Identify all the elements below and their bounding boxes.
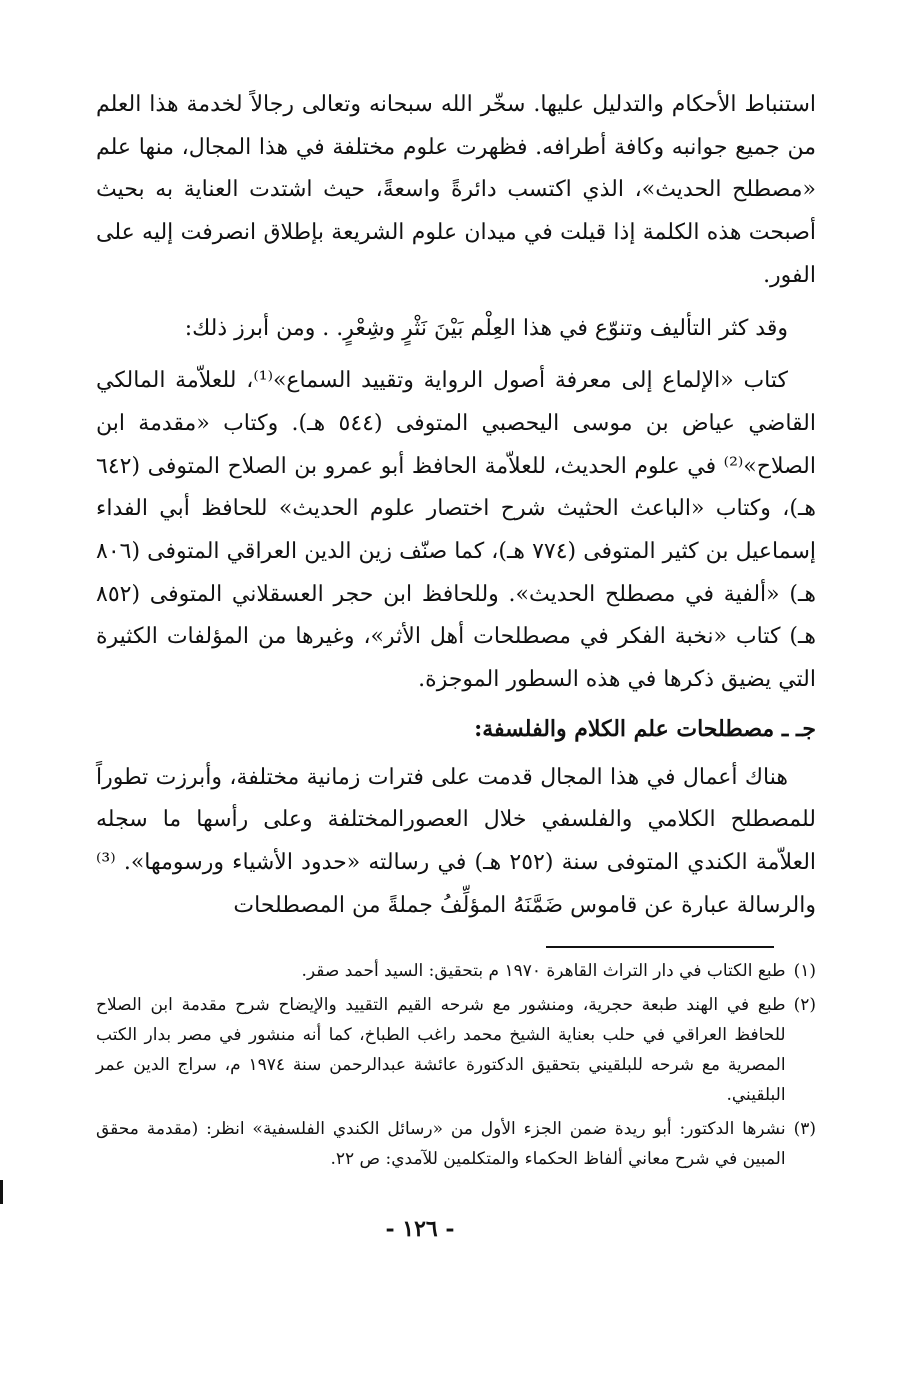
paragraph-3: كتاب «الإلماع إلى معرفة أصول الرواية وتقييد السماع»⁽¹⁾، للعلاّمة المالكي القاضي عياض بن موسى اليحصبي المتوفى (٥٤٤ هـ). وكتاب «مقدمة ابن الصلاح»⁽²⁾ في علوم الحديث، للعلاّمة الحافظ أبو عمرو بن الصلاح المتوفى (٦٤٢ هـ)، وكتاب «الباعث الحثيث شرح اختصار علوم الحديث» للحافظ أبي الفداء إسماعيل بن كثير المتوفى (٧٧٤ هـ)، كما صنّف زين الدين العراقي المتوفى (٨٠٦ هـ) «ألفية في مصطلح الحديث». وللحافظ ابن حجر العسقلاني المتوفى (٨٥٢ هـ) كتاب «نخبة الفكر في مصطلحات أهل الأثر»، وغيرها من المؤلفات الكثيرة التي يضيق ذكرها في هذه السطور الموجزة.	[96, 368, 817, 693]
footnote-text: طبع في الهند طبعة حجرية، ومنشور مع شرحه القيم التقييد والإيضاح شرح مقدمة ابن الصلاح للحافظ العراقي في حلب بعناية الشيخ محمد راغب الطباخ، كما أنه منشور في مصر بدار الكتب المصرية مع شرحه للبلقيني بتحقيق الدكتورة عائشة عبدالرحمن سنة ١٩٧٤ م، سراج الدين عمر البلقيني.	[96, 995, 786, 1105]
footnote-text: طبع الكتاب في دار التراث القاهرة ١٩٧٠ م بتحقيق: السيد أحمد صقر.	[301, 961, 786, 981]
paragraph-4: هناك أعمال في هذا المجال قدمت على فترات زمانية مختلفة، وأبرزت تطوراً للمصطلح الكلامي والفلسفي خلال العصورالمختلفة وعلى رأسها ما سجله العلاّمة الكندي المتوفى سنة (٢٥٢ هـ) في رسالته «حدود الأشياء ورسومها». ⁽³⁾ والرسالة عبارة عن قاموس ضَمَّنَهُ المؤلِّفُ جملةً من المصطلحات	[96, 764, 817, 918]
paragraph-2: وقد كثر التأليف وتنوّع في هذا العِلْم بَيْنَ نَثْرٍ وشِعْرٍ. . ومن أبرز ذلك:	[184, 315, 788, 341]
footnote-marker: (١)	[793, 961, 816, 981]
footnote-1	[96, 956, 816, 986]
footnote-2	[96, 990, 816, 1110]
footnotes	[96, 956, 816, 1178]
footnote-text: نشرها الدكتور: أبو ريدة ضمن الجزء الأول من «رسائل الكندي الفلسفية» انظر: (مقدمة محقق المبين في شرح معاني ألفاظ الحكماء والمتكلمين للآمدي: ص ٢٢.	[96, 1119, 786, 1169]
scan-edge-mark	[0, 1180, 3, 1204]
section-heading: جـ ـ مصطلحات علم الكلام والفلسفة:	[474, 715, 816, 742]
footnote-marker: (٣)	[793, 1119, 816, 1139]
footnote-3	[96, 1114, 816, 1174]
footnote-divider	[546, 946, 774, 948]
footnote-marker: (٢)	[793, 995, 816, 1015]
paragraph-1: استنباط الأحكام والتدليل عليها. سخّر الله سبحانه وتعالى رجالاً لخدمة هذا العلم من جميع جوانبه وكافة أطرافه. فظهرت علوم مختلفة في هذا المجال، منها علم «مصطلح الحديث»، الذي اكتسب دائرةً واسعةً، حيث اشتدت العناية به بحيث أصبحت هذه الكلمة إذا قيلت في ميدان علوم الشريعة بإطلاق انصرفت إليه على الفور.	[96, 92, 816, 288]
page-number: - ١٢٦ -	[385, 1216, 455, 1242]
main-text	[96, 84, 816, 927]
